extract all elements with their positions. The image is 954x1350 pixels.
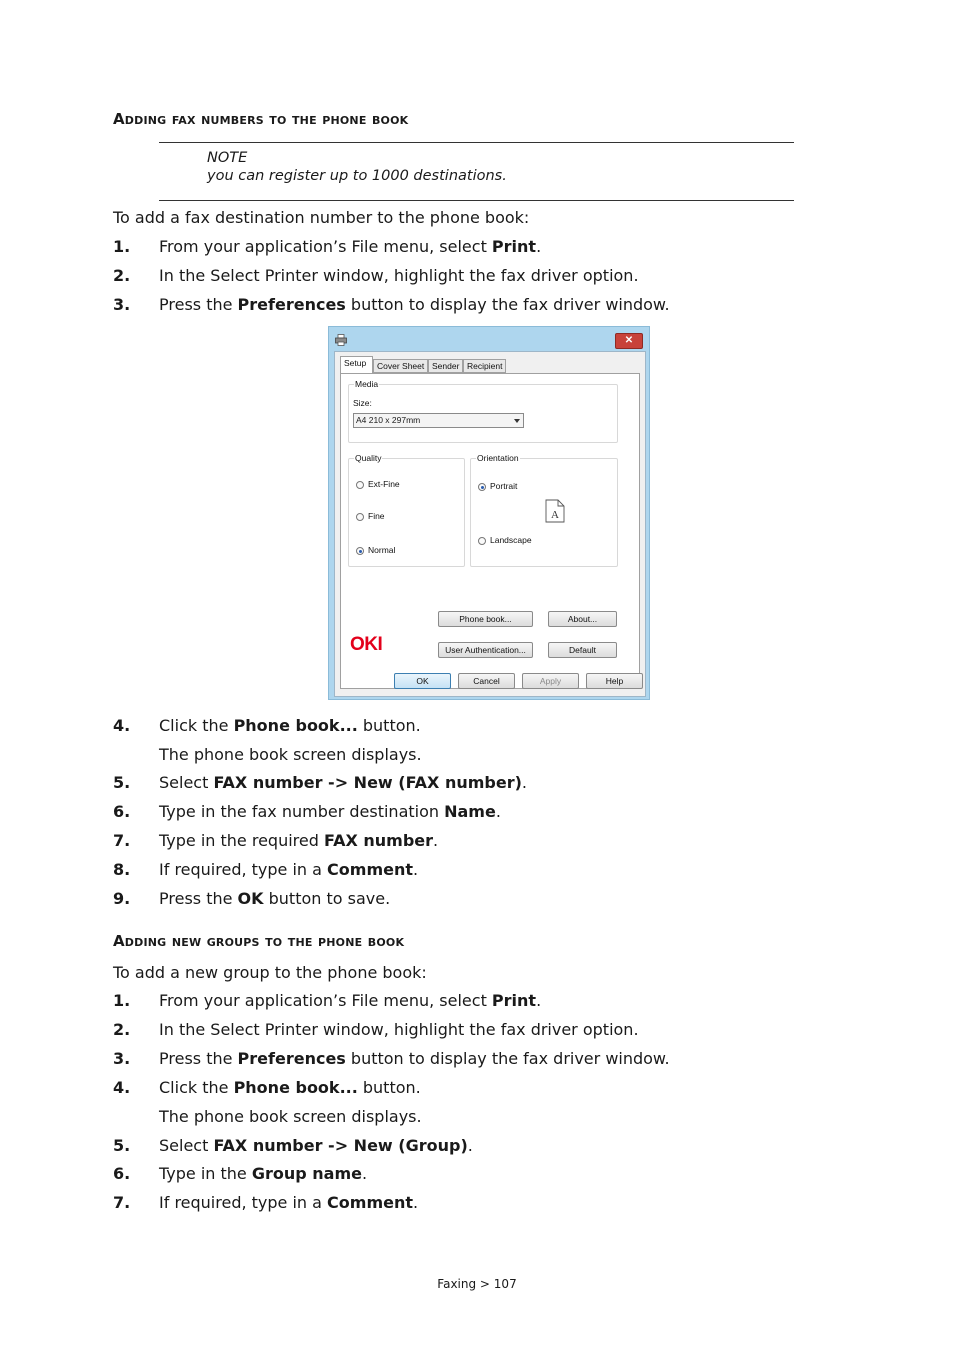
step-text: From your application’s File menu, select Print. (159, 991, 542, 1010)
tab-recipient[interactable]: Recipient (463, 359, 506, 373)
oki-logo: OKI (350, 634, 383, 655)
normal-label: Normal (368, 545, 396, 555)
normal-radio[interactable] (356, 547, 364, 555)
note-text: you can register up to 1000 destinations. (207, 168, 507, 184)
step-number: 9. (113, 889, 131, 908)
step-text: Click the Phone book... button. (159, 1078, 421, 1097)
step-number: 6. (113, 1164, 131, 1183)
size-select[interactable]: A4 210 x 297mm (353, 413, 524, 428)
step-number: 4. (113, 1078, 131, 1097)
printer-icon (335, 334, 347, 346)
user-authentication-button[interactable]: User Authentication... (438, 642, 533, 658)
phone-book-button[interactable]: Phone book... (438, 611, 533, 627)
step-text: From your application’s File menu, select Print. (159, 237, 542, 256)
step-number: 6. (113, 802, 131, 821)
orientation-group (470, 453, 618, 567)
tab-cover-sheet[interactable]: Cover Sheet (373, 359, 428, 373)
setup-panel (340, 373, 640, 689)
quality-group (348, 453, 465, 567)
orientation-label: Orientation (477, 453, 519, 463)
step-text: In the Select Printer window, highlight the fax driver option. (159, 1020, 639, 1039)
tab-setup[interactable]: Setup (340, 356, 373, 374)
step-text: If required, type in a Comment. (159, 1193, 419, 1212)
step-text: Type in the fax number destination Name. (159, 802, 501, 821)
landscape-label: Landscape (490, 535, 532, 545)
step-text: Select FAX number -> New (FAX number). (159, 773, 528, 792)
size-label: Size: (353, 398, 372, 408)
fine-radio[interactable] (356, 513, 364, 521)
step-number: 3. (113, 295, 131, 314)
page-footer: Faxing > 107 (437, 1277, 517, 1291)
section1-intro: To add a fax destination number to the phone book: (113, 208, 530, 227)
fine-label: Fine (368, 511, 385, 521)
step-number: 5. (113, 773, 131, 792)
section-heading-new-groups: Adding new groups to the phone book (113, 932, 405, 950)
note-bottom-rule (159, 200, 794, 201)
step-number: 1. (113, 991, 131, 1010)
step-text: Press the OK button to save. (159, 889, 391, 908)
step-number: 3. (113, 1049, 131, 1068)
portrait-label: Portrait (490, 481, 518, 491)
about-button[interactable]: About... (548, 611, 617, 627)
landscape-radio[interactable] (478, 537, 486, 545)
cancel-button[interactable]: Cancel (458, 673, 515, 689)
close-button[interactable]: ✕ (615, 333, 643, 349)
portrait-icon-letter: A (551, 509, 559, 521)
step-number: 2. (113, 266, 131, 285)
step-number: 7. (113, 1193, 131, 1212)
step-text: In the Select Printer window, highlight the fax driver option. (159, 266, 639, 285)
step-number: 4. (113, 716, 131, 735)
step-text: Select FAX number -> New (Group). (159, 1136, 473, 1155)
portrait-page-icon (545, 499, 565, 523)
step-number: 5. (113, 1136, 131, 1155)
step-text: If required, type in a Comment. (159, 860, 419, 879)
fax-driver-dialog (328, 326, 650, 700)
step-text: Press the Preferences button to display the fax driver window. (159, 295, 670, 314)
dialog-body (334, 351, 646, 697)
step-text: Press the Preferences button to display the fax driver window. (159, 1049, 670, 1068)
step-number: 2. (113, 1020, 131, 1039)
step-number: 8. (113, 860, 131, 879)
step-text: Click the Phone book... button. (159, 716, 421, 735)
step-sub-text: The phone book screen displays. (159, 745, 422, 764)
portrait-radio[interactable] (478, 483, 486, 491)
media-group (348, 379, 618, 443)
note-label: NOTE (207, 150, 248, 166)
help-button[interactable]: Help (586, 673, 643, 689)
note-top-rule (159, 142, 794, 143)
step-sub-text: The phone book screen displays. (159, 1107, 422, 1126)
ext-fine-radio[interactable] (356, 481, 364, 489)
ext-fine-label: Ext-Fine (368, 479, 400, 489)
apply-button[interactable]: Apply (522, 673, 579, 689)
ok-button[interactable]: OK (394, 673, 451, 689)
chevron-down-icon (514, 419, 520, 423)
step-text: Type in the Group name. (159, 1164, 368, 1183)
section2-intro: To add a new group to the phone book: (113, 963, 427, 982)
default-button[interactable]: Default (548, 642, 617, 658)
section-heading-fax-numbers: Adding fax numbers to the phone book (113, 110, 409, 128)
step-number: 1. (113, 237, 131, 256)
media-label: Media (355, 379, 379, 389)
step-text: Type in the required FAX number. (159, 831, 439, 850)
tab-sender[interactable]: Sender (428, 359, 463, 373)
quality-label: Quality (355, 453, 382, 463)
step-number: 7. (113, 831, 131, 850)
